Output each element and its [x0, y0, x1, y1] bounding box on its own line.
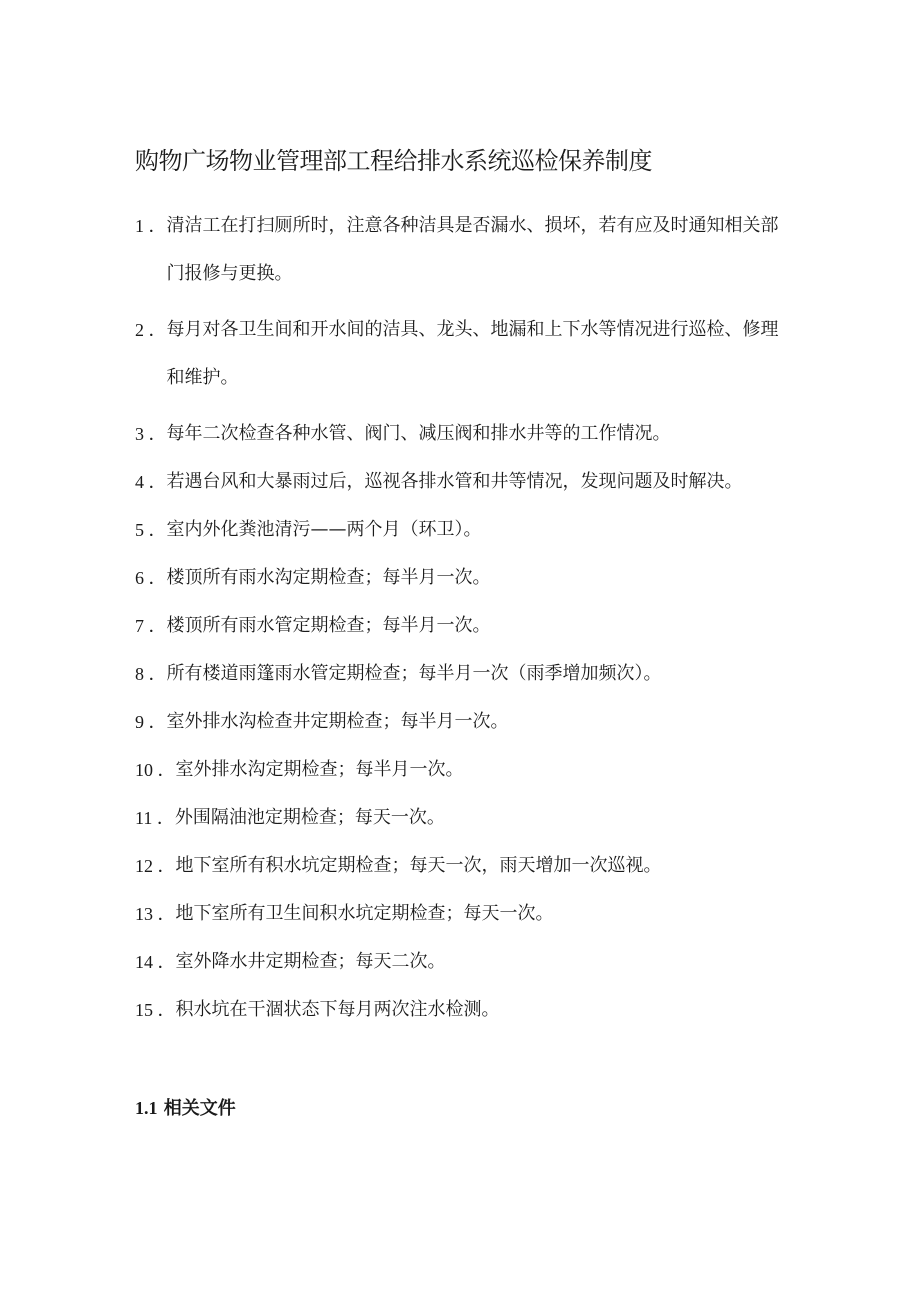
item-text: 每年二次检查各种水管、阀门、减压阀和排水井等的工作情况。	[166, 423, 671, 444]
item-text: 积水坑在干涸状态下每月两次注水检测。	[175, 999, 500, 1020]
item-text: 室内外化粪池清污——两个月（环卫）。	[166, 519, 482, 540]
item-number: 4 ．	[135, 472, 167, 492]
item-text: 室外排水沟定期检查；每半月一次。	[175, 759, 464, 780]
item-text: 地下室所有卫生间积水坑定期检查；每天一次。	[175, 903, 554, 924]
item-number: 2 ．	[135, 320, 167, 340]
inspection-rules-list	[135, 210, 795, 1042]
item-text: 若遇台风和大暴雨过后，巡视各排水管和井等情况，发现问题及时解决。	[166, 471, 743, 492]
list-item	[135, 898, 795, 930]
list-item	[135, 946, 795, 978]
section-number: 1.1	[135, 1098, 158, 1118]
item-text: 室外排水沟检查井定期检查；每半月一次。	[166, 711, 509, 732]
list-item	[135, 314, 795, 402]
item-number: 15 ．	[135, 1000, 176, 1020]
item-number: 9 ．	[135, 712, 167, 732]
list-item	[135, 802, 795, 834]
item-number: 1 ．	[135, 216, 167, 236]
list-item	[135, 706, 795, 738]
item-number: 10 ．	[135, 760, 176, 780]
section-heading	[135, 1092, 236, 1125]
list-item	[135, 210, 795, 298]
list-item	[135, 658, 795, 690]
list-item	[135, 514, 795, 546]
list-item	[135, 850, 795, 882]
section-label: 相关文件	[163, 1098, 236, 1119]
list-item	[135, 994, 795, 1026]
item-text: 地下室所有积水坑定期检查；每天一次，雨天增加一次巡视。	[175, 855, 662, 876]
item-text: 清洁工在打扫厕所时，注意各种洁具是否漏水、损坏，若有应及时通知相关部门报修与更换。	[166, 215, 779, 284]
item-number: 11 ．	[135, 808, 175, 828]
item-number: 5 ．	[135, 520, 167, 540]
list-item	[135, 466, 795, 498]
item-number: 14 ．	[135, 952, 176, 972]
document-title: 购物广场物业管理部工程给排水系统巡检保养制度	[135, 147, 652, 175]
item-number: 8 ．	[135, 664, 167, 684]
item-text: 楼顶所有雨水管定期检查；每半月一次。	[166, 615, 491, 636]
item-text: 室外降水井定期检查；每天二次。	[175, 951, 446, 972]
item-number: 12 ．	[135, 856, 176, 876]
item-number: 13 ．	[135, 904, 176, 924]
item-number: 7 ．	[135, 616, 167, 636]
list-item	[135, 562, 795, 594]
list-item	[135, 754, 795, 786]
list-item	[135, 418, 795, 450]
item-text: 外围隔油池定期检查；每天一次。	[174, 807, 445, 828]
item-text: 每月对各卫生间和开水间的洁具、龙头、地漏和上下水等情况进行巡检、修理和维护。	[166, 319, 779, 388]
item-text: 所有楼道雨篷雨水管定期检查；每半月一次（雨季增加频次）。	[166, 663, 662, 684]
item-text: 楼顶所有雨水沟定期检查；每半月一次。	[166, 567, 491, 588]
list-item	[135, 610, 795, 642]
item-number: 6 ．	[135, 568, 167, 588]
item-number: 3 ．	[135, 424, 167, 444]
